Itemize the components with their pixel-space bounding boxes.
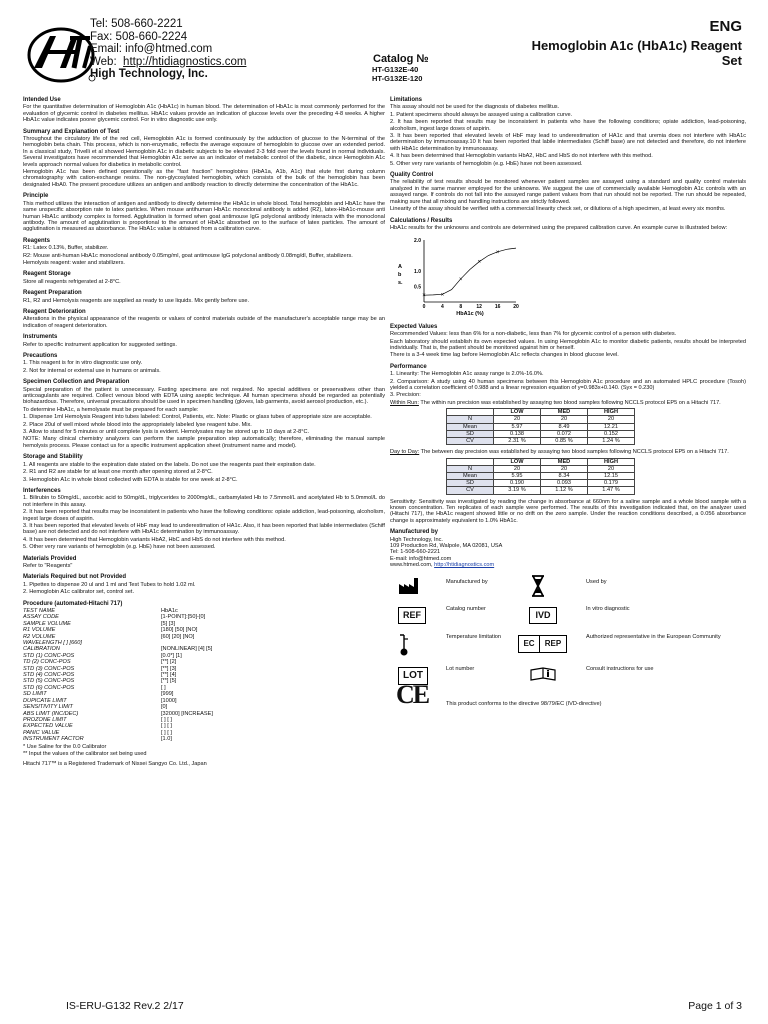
table-header: HIGH <box>588 409 635 416</box>
paragraph: R2: Mouse anti-human HbA1c monoclonal antibody 0.05mg/ml, goat antimouse IgG polyclonal antibody 0.08mg/dl, Buffer, stabilizers. <box>23 252 353 259</box>
procedure-value: HbA1c <box>161 608 178 614</box>
table-row <box>447 487 635 494</box>
row-label: Mean <box>447 423 494 430</box>
y-axis-label: b <box>398 272 402 279</box>
y-tick-label: 1.0 <box>414 269 421 276</box>
procedure-key: R1 VOLUME <box>23 627 56 634</box>
company-name: High Technology, Inc. <box>90 68 208 81</box>
table-cell: 20 <box>494 465 541 472</box>
list-item: 2. Hemoglobin A1c calibrator set, control set. <box>23 589 134 596</box>
web-line: Web: http://htidiagnostics.com <box>90 55 247 68</box>
list-item: 1. Patient specimens should always be assayed using a calibration curve. <box>390 111 573 118</box>
hti-logo <box>26 22 96 86</box>
heading-manufactured-by: Manufactured by <box>390 529 439 536</box>
table-header: MED <box>541 458 588 465</box>
heading-precautions: Precautions <box>23 353 58 359</box>
procedure-value: [0.0*] [1] <box>161 652 182 659</box>
table-cell: 1.47 % <box>588 487 635 494</box>
table-cell: 0.072 <box>541 430 588 437</box>
table-cell: 12.15 <box>588 473 635 480</box>
heading-principle: Principle <box>23 193 49 200</box>
procedure-value: [ ] <box>161 684 166 691</box>
procedure-value: [0] <box>161 704 168 711</box>
y-tick-label: 2.0 <box>414 238 421 245</box>
list-item: 1. Linearity: The Hemoglobin A1c assay range is 2.0%-16.0%. <box>390 371 544 378</box>
procedure-value: [1.0] <box>161 736 172 743</box>
procedure-key: STD (3) CONC-POS <box>23 665 75 672</box>
table-cell: 1.12 % <box>541 487 588 494</box>
day-to-day-table <box>446 458 635 495</box>
calibration-curve-line <box>424 248 516 295</box>
list-item: 2. It has been reported that results may be inconsistent in patients who have the following conditions; opiate addiction, lead-poisoning, alcoholism, ingest large doses of aspirin. <box>390 119 746 132</box>
heading-reagents: Reagents <box>23 237 51 244</box>
table-cell: 12.21 <box>588 423 635 430</box>
heading-intended-use: Intended Use <box>23 97 61 103</box>
heading-stability: Storage and Stability <box>23 454 83 461</box>
language-code: ENG <box>709 18 742 35</box>
data-point-marker: × <box>495 250 500 257</box>
symbol-label: Consult instructions for use <box>586 665 654 672</box>
heading-summary: Summary and Explanation of Test <box>23 128 120 135</box>
mfg-web-link[interactable]: http://htidiagnostics.com <box>434 562 495 569</box>
symbol-label: Manufactured by <box>446 578 488 585</box>
table-cell: 1.24 % <box>588 438 635 445</box>
procedure-value: [5] [3] <box>161 620 175 627</box>
ec-label: EC <box>519 636 540 652</box>
paragraph: There is a 3-4 week time lag before Hemoglobin A1c reflects changes in blood glucose level. <box>390 352 619 359</box>
table-cell: 20 <box>494 416 541 423</box>
ref-box: REF <box>398 607 426 624</box>
list-item: 1. Pipettes to dispense 20 ul and 1 ml and Test Tubes to hold 1.02 ml. <box>23 581 196 588</box>
table-cell: 20 <box>541 416 588 423</box>
paragraph: To determine HbA1c, a hemolysate must be prepared for each sample: <box>23 406 199 413</box>
list-item: 4. It has been determined that Hemoglobin variants HbA2, HbC and HbS do not interfere with this method. <box>390 153 653 160</box>
x-tick-label: 0 <box>422 304 426 311</box>
row-label: CV <box>447 487 494 494</box>
procedure-key: R2 VOLUME <box>23 633 56 640</box>
catalog-numbers: HT-G132E-40 HT-G132E-120 <box>372 65 423 83</box>
mfg-line: Tel: 1-508-660-2221 <box>390 549 441 556</box>
ec-rep-box <box>518 635 567 653</box>
calibration-curve-chart <box>394 234 524 316</box>
x-axis-label: HbA1c (%) <box>456 311 484 317</box>
paragraph: Sensitivity: Sensitivity was investigated by reading the change in absorbance at 660nm for a saline sample and a whole blood sample with a known concentration. Ten replicates of each sample were performed. The results of this investigation indicated that, on the analyzer used (Hitachi 717), the HbA1c reagent showed little or no drift on the zero sample. Under the reaction conditions described, a 0.056 absorbance change is approximately equivalent to 1.0% HbA1c. <box>390 498 746 524</box>
instructions-book-icon <box>530 667 556 681</box>
paragraph: For the quantitative determination of Hemoglobin A1c (HbA1c) in human blood. The determination of HbA1c is most commonly performed for the evaluation of glycemic control in diabetes mellitus. HbA1c values provide an indication of glucose levels over the preceding 4-8 weeks. A higher HbA1c value indicates poorer glycemic control. For in vitro diagnostic use only. <box>23 104 385 124</box>
procedure-key: SAMPLE VOLUME <box>23 620 71 627</box>
row-label: SD <box>447 430 494 437</box>
procedure-key: WAVELENGTH [ ] [660] <box>23 640 82 647</box>
paragraph: NOTE: Many clinical chemistry analyzers can perform the sample preparation step automatically; therefore, eliminating the manual sample hemolysis process. Please contact us for a specific instrument application sheet (instrument name and model). <box>23 436 385 449</box>
heading-interferences: Interferences <box>23 487 61 494</box>
procedure-value: [ ] [ ] <box>161 729 172 736</box>
symbol-label: This product conforms to the directive 98/79/EC (IVD-directive) <box>446 700 602 707</box>
data-point-marker: × <box>440 292 445 299</box>
paragraph: Refer to specific instrument application for suggested settings. <box>23 341 177 348</box>
table-row <box>447 416 635 423</box>
list-item: 1. All reagents are stable to the expiration date stated on the labels. Do not use the reagents past their expiration date. <box>23 461 316 468</box>
procedure-key: DUPICATE LIMIT <box>23 697 67 704</box>
table-cell: 0.152 <box>588 430 635 437</box>
heading-specimen: Specimen Collection and Preparation <box>23 379 130 386</box>
list-item: 3. Precision: <box>390 392 421 399</box>
web-link[interactable]: http://htidiagnostics.com <box>123 55 247 68</box>
table-row <box>447 430 635 437</box>
procedure-key: STD (5) CONC-POS <box>23 678 75 685</box>
heading-instruments: Instruments <box>23 334 58 341</box>
y-axis-label: A <box>398 264 402 271</box>
heading-calculations: Calculations / Results <box>390 217 453 224</box>
table-cell: 20 <box>588 416 635 423</box>
table-cell: 5.97 <box>494 423 541 430</box>
list-item: 2. Place 20ul of well mixed whole blood into the appropriately labeled lyse reagent tube. Mix. <box>23 421 252 428</box>
heading-procedure: Procedure (automated-Hitachi 717) <box>23 600 123 607</box>
table-cell: 8.34 <box>541 473 588 480</box>
procedure-key: STD (6) CONC-POS <box>23 684 75 691</box>
symbol-label: In vitro diagnostic <box>586 605 630 612</box>
procedure-key: CALIBRATION <box>23 646 60 653</box>
list-item: 2. It has been reported that results may be inconsistent in patients who have the following conditions: opiate addiction, lead-poisoning, alcoholism, ingest large doses of aspirin. <box>23 509 385 522</box>
table-row <box>447 423 635 430</box>
paragraph: Hemoglobin A1c has been defined operationally as the "fast fraction" hemoglobins (HbA1a, A1b, A1c) that elute first during column chromatography with cation-exchange resins. The non-glycosylated hemoglobin, which consists of the bulk of the hemoglobin has been designated HbA0. The present procedure utilizes an antigen and antibody reaction to directly determine the concentration of the HbA1c. <box>23 169 385 188</box>
list-item: 1. Dispense 1ml Hemolysis Reagent into tubes labeled: Control, Patients, etc. Note: Plastic or glass tubes of appropriate size are acceptable. <box>23 414 372 421</box>
procedure-value: [1-POINT]:[50]-[0] <box>161 614 206 621</box>
row-label: CV <box>447 438 494 445</box>
procedure-key: SD LIMIT <box>23 691 47 698</box>
lot-box: LOT <box>398 667 428 685</box>
procedure-key: STD (1) CONC-POS <box>23 652 75 659</box>
footnote: ** Input the values of the calibrator set being used <box>23 750 147 757</box>
paragraph: Linearity of the assay should be verified with a commercial linearity check set, or dilutions of a high specimen, at least every six months. <box>390 206 726 213</box>
procedure-key: INSTRUMENT FACTOR <box>23 736 84 743</box>
table-cell: 5.95 <box>494 473 541 480</box>
table-cell: 0.85 % <box>541 438 588 445</box>
symbol-label: Authorized representative in the European Community <box>586 633 721 640</box>
within-run-text: Within Run: The within run precision was established by assaying two blood samples following NCCLS protocol EP5 on a Hitachi 717. <box>390 399 721 406</box>
factory-icon <box>398 577 420 595</box>
heading-expected-values: Expected Values <box>390 323 438 330</box>
mfg-line: High Technology, Inc. <box>390 536 443 543</box>
fax: Fax: 508-660-2224 <box>90 30 188 43</box>
row-label: SD <box>447 480 494 487</box>
procedure-key: PROZONE LIMIT <box>23 716 67 723</box>
table-cell: 0.179 <box>588 480 635 487</box>
table-corner <box>447 409 494 416</box>
heading-materials: Materials Provided <box>23 555 77 562</box>
table-header: LOW <box>494 409 541 416</box>
thermometer-icon <box>398 633 412 657</box>
symbol-label: Used by <box>586 578 607 585</box>
symbol-label: Catalog number <box>446 605 486 612</box>
paragraph: R1: Latex 0.13%, Buffer, stabilizer. <box>23 245 109 252</box>
procedure-key: STD (4) CONC-POS <box>23 672 75 679</box>
procedure-value: [32000] [INCREASE] <box>161 710 213 717</box>
procedure-value: [**] [2] <box>161 659 177 666</box>
table-header: HIGH <box>588 458 635 465</box>
table-cell: 2.31 % <box>494 438 541 445</box>
page-number: Page 1 of 3 <box>688 1000 742 1012</box>
x-tick-label: 16 <box>494 304 501 311</box>
x-tick-label: 20 <box>513 304 519 311</box>
paragraph: R1, R2 and Hemolysis reagents are supplied as ready to use liquids. Mix gently before use. <box>23 297 250 304</box>
list-item: 5. Other very rare variants of hemoglobin (e.g. HbE) have not been assessed. <box>390 160 583 167</box>
paragraph: Refer to "Reagents" <box>23 562 73 569</box>
data-point-marker: × <box>477 260 481 267</box>
hourglass-icon <box>531 575 545 597</box>
table-row <box>447 465 635 472</box>
table-cell: 0.138 <box>494 430 541 437</box>
symbols-legend <box>390 575 746 735</box>
paragraph: The reliability of test results should be monitored whenever patient samples are assayed using a standard and quality control materials analyzed in the same manner employed for the unknowns. We suggest the use of commercially available Hemoglobin A1c controls with an assayed range. If controls do not fall into the assayed range patient values from that run should not be reported. The run should be repeated, making sure that all mixing and handling instructions are strictly followed. <box>390 179 746 205</box>
heading-limitations: Limitations <box>390 97 423 103</box>
table-cell: 20 <box>588 465 635 472</box>
y-axis-label: s. <box>398 280 403 287</box>
list-item: 4. It has been determined that Hemoglobin variants HbA2, HbC and HbS do not interfere with this method. <box>23 536 286 543</box>
procedure-key: PANIC VALUE <box>23 729 60 736</box>
tel: Tel: 508-660-2221 <box>90 18 183 30</box>
table-cell: 3.19 % <box>494 487 541 494</box>
email: Email: info@htmed.com <box>90 43 213 56</box>
paragraph: Special preparation of the patient is unnecessary. Fasting specimens are not required. No special additives or preservatives other than anticoagulants are required. Collect venous blood with EDTA using aseptic technique. All human specimens should be regarded as potentially biohazardous. Therefore, universal precautions should be used in specimen handling (gloves, lab garments, avoid aerosol production, etc.). <box>23 386 385 406</box>
product-title: Hemoglobin A1c (HbA1c) Reagent Set <box>531 38 742 68</box>
row-label: Mean <box>447 473 494 480</box>
procedure-key: ABS LIMIT (INC/DEC) <box>23 710 79 717</box>
row-label: N <box>447 465 494 472</box>
procedure-key: SENSITIVITY LIMIT <box>23 704 73 711</box>
procedure-value: [**] [3] <box>161 665 177 672</box>
paragraph: Recommended Values: less than 6% for a non-diabetic, less than 7% for glycemic control of a person with diabetes. <box>390 331 677 338</box>
paragraph: Alterations in the physical appearance of the reagents or values of control materials outside of the manufacturer's acceptable range may be an indication of reagent deterioration. <box>23 316 385 329</box>
mfg-line: E-mail: info@htmed.com <box>390 555 452 562</box>
ivd-box: IVD <box>529 607 557 624</box>
paragraph: Throughout the circulatory life of the red cell, Hemoglobin A1c is formed continuously by the adduction of glucose to the N-terminal of the hemoglobin beta chain. This process, which is non-enzymatic, reflects the average exposure of hemoglobin to glucose over an extended period. In a classical study, Trivelli et al showed Hemoglobin A1c in diabetic subjects to be elevated 2-3 fold over the levels found in normal individuals. Several investigators have recommended that Hemoglobin A1c serve as an indicator of metabolic control of the diabetic, since Hemoglobin A1c levels approach normal values for diabetics in metabolic control. <box>23 136 385 168</box>
procedure-key: ASSAY CODE <box>23 614 59 621</box>
list-item: 1. Bilirubin to 50mg/dL, ascorbic acid to 50mg/dL, triglycerides to 2000mg/dL, carbamylated Hb to 7.5mmol/L and acetylated Hb to 5.0mmol/L do not interfere in this assay. <box>23 495 385 508</box>
day-to-day-text: Day to Day: The between day precision was established by assaying two blood samples following NCCLS protocol EP5 on a Hitachi 717. <box>390 449 729 456</box>
list-item: 2. Comparison: A study using 40 human specimens between this Hemoglobin A1c procedure and an automated HPLC procedure (Tosoh) yielded a correlation coefficient of 0.988 and a linear regression equation of y=0.983x+0.140. (Syx = 0.230) <box>390 378 746 391</box>
data-point-marker: × <box>459 277 463 284</box>
table-header: MED <box>541 409 588 416</box>
heading-preparation: Reagent Preparation <box>23 290 82 297</box>
contact-block <box>90 18 246 81</box>
table-cell: 8.49 <box>541 423 588 430</box>
paragraph: Hemolysis reagent: water and stabilizers. <box>23 259 125 266</box>
data-point-marker: × <box>422 293 426 300</box>
list-item: 3. Hemoglobin A1c in whole blood collected with EDTA is stable for one week at 2-8°C. <box>23 476 238 483</box>
table-row <box>447 438 635 445</box>
paragraph: This assay should not be used for the diagnosis of diabetes mellitus. <box>390 104 560 111</box>
list-item: 2. Not for internal or external use in humans or animals. <box>23 367 161 374</box>
catalog-label: Catalog № <box>373 53 429 65</box>
procedure-value: [**] [4] <box>161 672 177 679</box>
within-run-table <box>446 408 635 445</box>
heading-materials-required: Materials Required but not Provided <box>23 574 127 581</box>
procedure-key: EXPECTED VALUE <box>23 723 73 730</box>
procedure-value: [1000] <box>161 697 177 704</box>
left-column <box>23 97 385 769</box>
list-item: 3. Allow to stand for 5 minutes or until complete lysis is evident. Hemolysates may be stored up to 10 days at 2-8°C. <box>23 429 310 436</box>
procedure-key: TD (2) CONC-POS <box>23 659 71 666</box>
heading-storage: Reagent Storage <box>23 271 71 278</box>
heading-performance: Performance <box>390 363 427 370</box>
procedure-table <box>23 608 385 743</box>
ce-mark: CE <box>396 679 429 709</box>
procedure-value: [NONLINEAR] [4] [5] <box>161 646 213 653</box>
x-tick-label: 12 <box>476 304 482 311</box>
heading-quality-control: Quality Control <box>390 172 434 179</box>
table-row <box>447 473 635 480</box>
rep-label: REP <box>544 638 562 648</box>
procedure-value: [**] [5] <box>161 678 177 685</box>
footnote: * Use Saline for the 0.0 Calibrator <box>23 743 107 750</box>
procedure-value: [999] <box>161 691 174 698</box>
document-id: IS-ERU-G132 Rev.2 2/17 <box>66 1000 184 1012</box>
list-item: 5. Other very rare variants of hemoglobin (e.g. HbE) have not been assessed. <box>23 544 216 551</box>
symbol-label: Lot number <box>446 665 475 672</box>
x-tick-label: 8 <box>459 304 463 311</box>
list-item: 2. R1 and R2 are stable for at least one month after opening stored at 2-8°C. <box>23 469 213 476</box>
table-header: LOW <box>494 458 541 465</box>
table-cell: 0.190 <box>494 480 541 487</box>
procedure-value: [180] [50] [NO] <box>161 627 198 634</box>
paragraph: This method utilizes the interaction of antigen and antibody to directly determine the HbA1c in whole blood. Total hemoglobin and HbA1c have the same unspecific absorption rate to latex particles. When mouse antihuman HbA1c monoclonal antibody is added (R2), latex-HbA1c-mouse anti human HbA1c antibody complex is formed. Agglutination is formed when goat antimouse IgG polyclonal antibody interacts with the monoclonal antibody. The amount of agglutination is proportional to the amount of HbA1c absorbed on to the surface of latex particles. The amount of agglutination is measured as absorbance. The HbA1c value is obtained from a calibration curve. <box>23 200 385 233</box>
right-column <box>390 97 746 735</box>
table-cell: 0.093 <box>541 480 588 487</box>
row-label: N <box>447 416 494 423</box>
procedure-value: [ ] [ ] <box>161 723 172 730</box>
table-row <box>447 480 635 487</box>
heading-deterioration: Reagent Deterioration <box>23 308 86 315</box>
x-tick-label: 4 <box>441 304 444 311</box>
table-cell: 20 <box>541 465 588 472</box>
trademark-note: Hitachi 717™ is a Registered Trademark of Nissei Sangyo Co. Ltd., Japan <box>23 761 207 768</box>
procedure-key: TEST NAME <box>23 608 56 614</box>
mfg-web-line: www.htmed.com, http://htidiagnostics.com <box>390 562 495 569</box>
list-item: 1. This reagent is for in vitro diagnostic use only. <box>23 360 143 367</box>
symbol-label: Temperature limitation <box>446 633 502 640</box>
list-item: 3. It has been reported that elevated levels of HbF may lead to underestimation of HA1c. Also, it has been reported that labile intermediates (Schiff base) are not detected and do not interfere with HbA1c determination by immunoassay. <box>23 522 385 536</box>
procedure-row <box>23 736 385 742</box>
mfg-line: 109 Production Rd, Walpole, MA 02081, USA <box>390 543 503 550</box>
paragraph: Each laboratory should establish its own expected values. In using Hemoglobin A1c to monitor diabetic patients, results should be interpreted individually. That is, the patient should be monitored against him or herself. <box>390 338 746 351</box>
procedure-value: [ ] [ ] <box>161 716 172 723</box>
paragraph: Store all reagents refrigerated at 2-8°C. <box>23 278 121 285</box>
list-item: 3. It has been reported that elevated levels of HbF may lead to underestimation of HA1c and that uremia does not interfere with HbA1c determination by immunoassay.10 It has been reported that labile intermediates (Schiff base) are not detected and therefore, do not interfere with HbA1c determination by immunoassay. <box>390 133 746 152</box>
procedure-value: [60] [20] [NO] <box>161 633 195 640</box>
y-tick-label: 0.5 <box>414 284 421 291</box>
table-corner <box>447 458 494 465</box>
paragraph: HbA1c results for the unknowns and controls are determined using the prepared calibration curve. An example curve is illustrated below: <box>390 224 728 231</box>
